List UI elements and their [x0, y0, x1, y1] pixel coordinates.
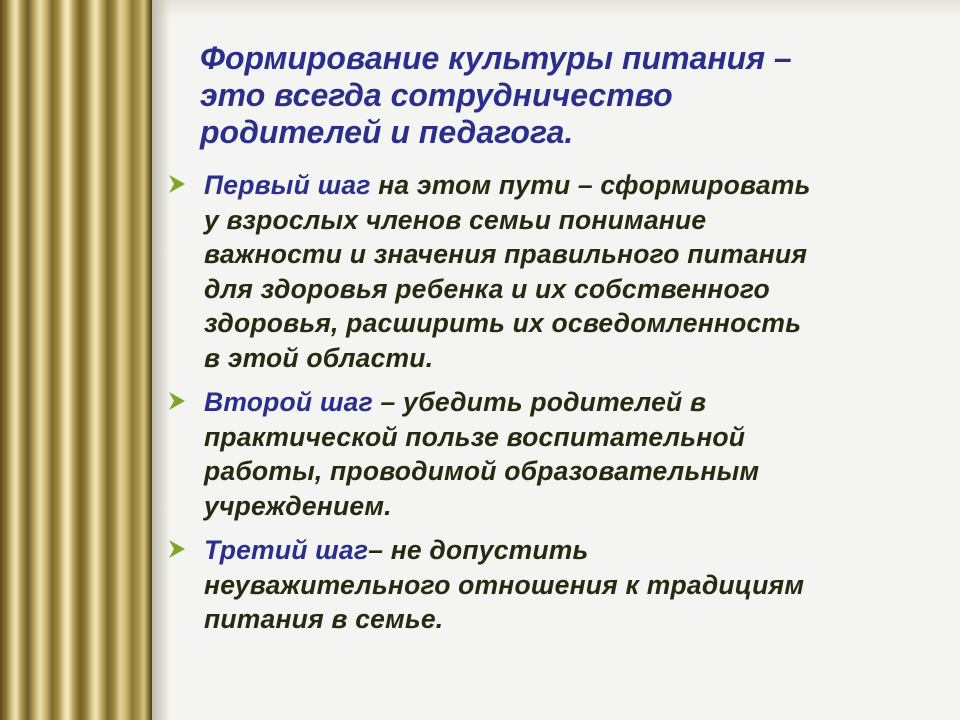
bullet-text: – не допустить [368, 535, 589, 565]
step-highlight: Второй шаг [204, 387, 373, 417]
bullet-line [204, 168, 938, 203]
bullet-text: работы, проводимой образовательным [204, 456, 760, 486]
bullet-text: у взрослых членов семьи понимание [204, 204, 707, 235]
bullet-line [204, 385, 938, 420]
bullet-item-third-step [168, 533, 938, 637]
chevron-arrow-icon [168, 173, 186, 195]
bullet-list [168, 168, 938, 647]
bullet-text: неуважительного отношения к традициям [204, 569, 805, 600]
bullet-text: для здоровья ребенка и их собственного [204, 273, 770, 304]
bullet-text: – убедить родителей в [372, 387, 707, 417]
step-highlight: Первый шаг [204, 170, 371, 200]
bullet-item-first-step [168, 168, 938, 375]
step-highlight: Третий шаг [204, 535, 369, 565]
bullet-text: учреждением. [204, 490, 392, 521]
bullet-item-second-step [168, 385, 938, 523]
slide-title [200, 40, 920, 151]
title-line: Формирование культуры питания – [200, 40, 792, 76]
bullet-line [204, 533, 938, 568]
title-line: это всегда сотрудничество [200, 77, 673, 113]
top-band-decoration [152, 0, 960, 18]
chevron-arrow-icon [168, 390, 186, 412]
bullet-text: практической пользе воспитательной [204, 421, 746, 452]
chevron-arrow-icon [168, 538, 186, 560]
bullet-text: питания в семье. [204, 604, 444, 634]
bullet-text: здоровья, расширить их осведомленность [204, 308, 802, 338]
title-line: родителей и педагога. [200, 114, 574, 150]
bullet-text: важности и значения правильного питания [204, 239, 808, 269]
bullet-text: в этой области. [204, 342, 434, 373]
curtain-decoration [0, 0, 152, 720]
bullet-text: на этом пути – сформировать [370, 170, 811, 200]
